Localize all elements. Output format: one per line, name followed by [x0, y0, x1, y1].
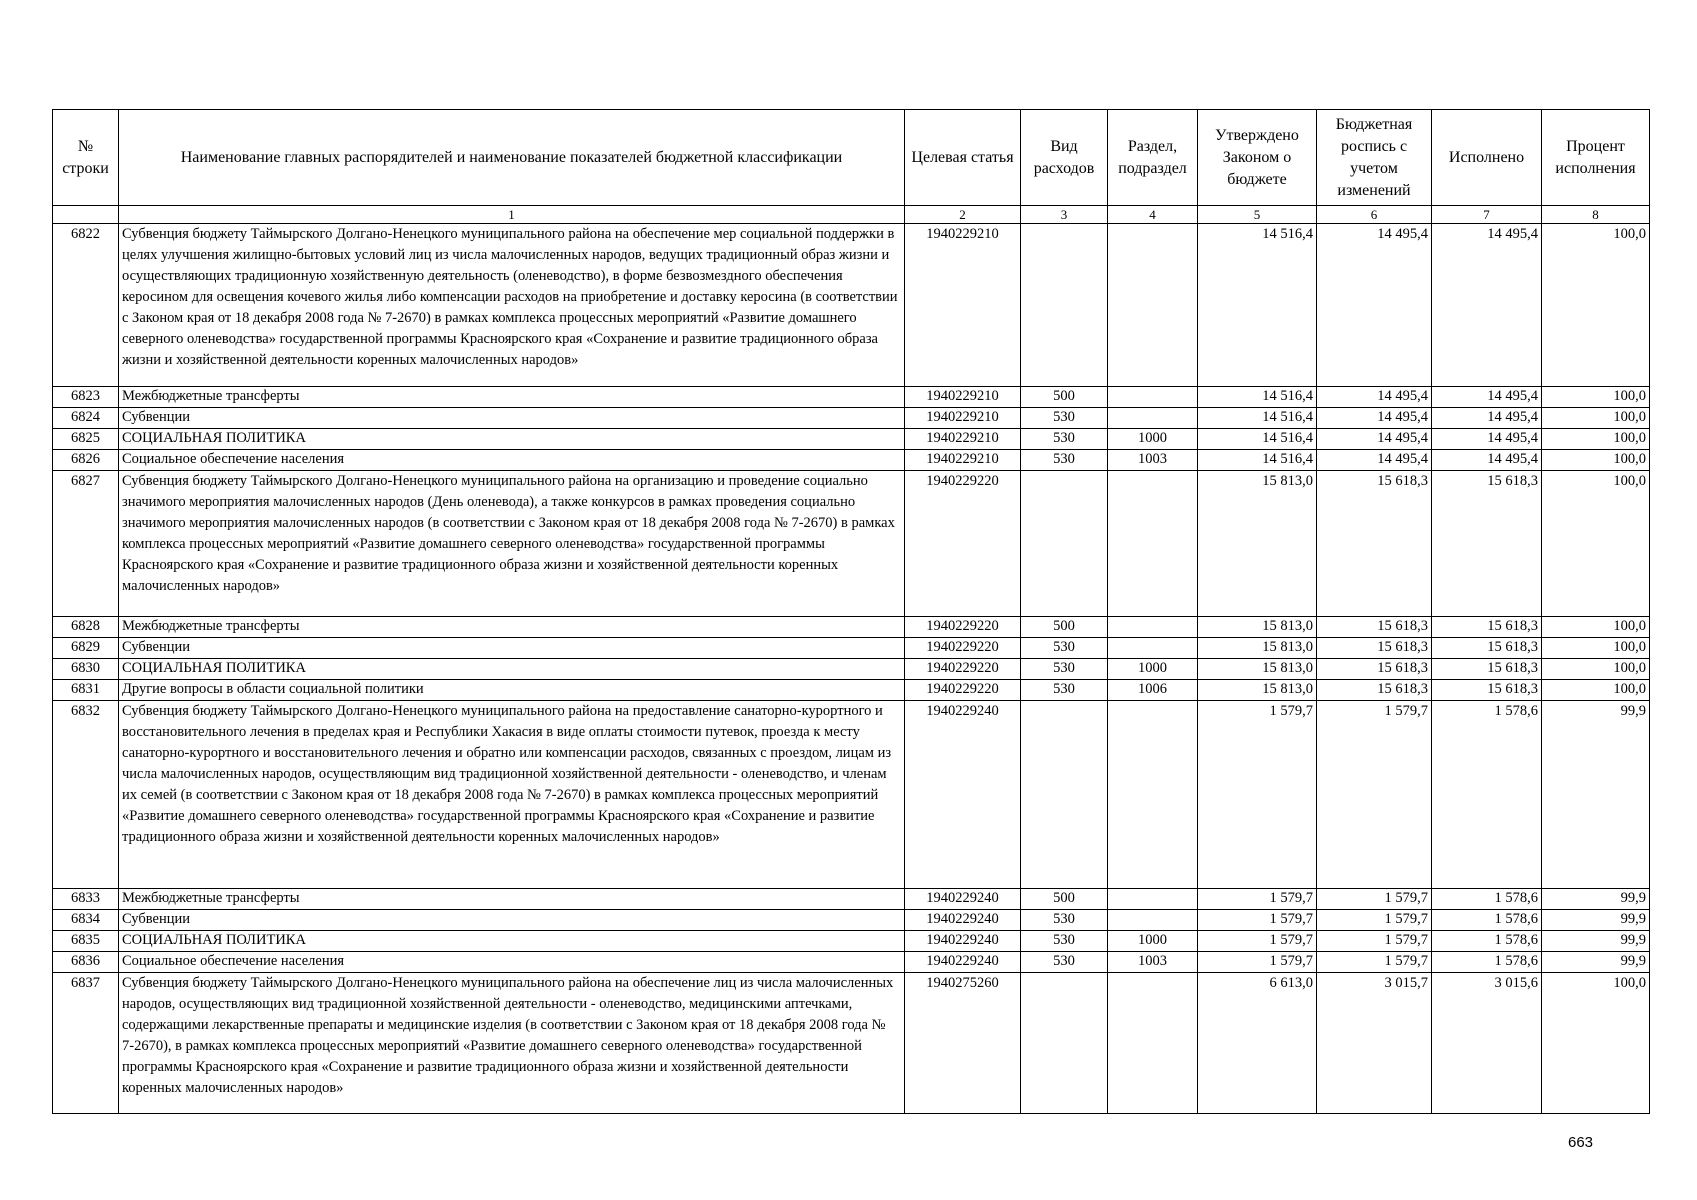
row-expense-type: 530	[1021, 931, 1108, 952]
row-expense-type: 530	[1021, 680, 1108, 701]
row-budget-list: 14 495,4	[1317, 387, 1432, 408]
row-budget-list: 15 618,3	[1317, 638, 1432, 659]
row-number: 6829	[53, 638, 119, 659]
budget-execution-table	[52, 109, 1650, 1114]
row-budget-list: 3 015,7	[1317, 973, 1432, 1114]
row-executed: 14 495,4	[1432, 408, 1542, 429]
row-section	[1108, 889, 1198, 910]
row-percent: 99,9	[1542, 952, 1650, 973]
row-executed: 14 495,4	[1432, 224, 1542, 387]
row-executed: 15 618,3	[1432, 471, 1542, 617]
row-number: 6831	[53, 680, 119, 701]
row-section: 1000	[1108, 429, 1198, 450]
row-percent: 100,0	[1542, 387, 1650, 408]
row-budget-list: 14 495,4	[1317, 429, 1432, 450]
row-approved: 6 613,0	[1198, 973, 1317, 1114]
row-section: 1003	[1108, 450, 1198, 471]
row-budget-list: 1 579,7	[1317, 889, 1432, 910]
row-name: СОЦИАЛЬНАЯ ПОЛИТИКА	[119, 429, 905, 450]
row-expense-type: 530	[1021, 450, 1108, 471]
row-budget-list: 1 579,7	[1317, 701, 1432, 889]
row-name: Межбюджетные трансферты	[119, 889, 905, 910]
page-number: 663	[1568, 1134, 1594, 1151]
row-number: 6834	[53, 910, 119, 931]
row-approved: 15 813,0	[1198, 659, 1317, 680]
row-executed: 1 578,6	[1432, 701, 1542, 889]
row-executed: 1 578,6	[1432, 931, 1542, 952]
row-approved: 15 813,0	[1198, 638, 1317, 659]
row-expense-type: 530	[1021, 408, 1108, 429]
row-executed: 1 578,6	[1432, 889, 1542, 910]
row-approved: 14 516,4	[1198, 429, 1317, 450]
table-row	[53, 429, 1650, 450]
row-section	[1108, 617, 1198, 638]
row-executed: 1 578,6	[1432, 910, 1542, 931]
row-expense-type: 530	[1021, 429, 1108, 450]
row-percent: 100,0	[1542, 659, 1650, 680]
row-budget-list: 14 495,4	[1317, 224, 1432, 387]
row-target-article: 1940229210	[905, 387, 1021, 408]
row-section	[1108, 224, 1198, 387]
table-row	[53, 387, 1650, 408]
table-row	[53, 701, 1650, 889]
row-expense-type: 500	[1021, 387, 1108, 408]
row-target-article: 1940229210	[905, 224, 1021, 387]
row-number: 6822	[53, 224, 119, 387]
row-percent: 100,0	[1542, 224, 1650, 387]
row-target-article: 1940229240	[905, 931, 1021, 952]
row-percent: 99,9	[1542, 910, 1650, 931]
row-percent: 99,9	[1542, 701, 1650, 889]
row-name: Субвенция бюджету Таймырского Долгано-Ненецкого муниципального района на обеспечение лиц из числа малочисленных народов, осуществляющих вид традиционной хозяйственной деятельности - оленеводство, медицинскими аптечками, содержащими лекарственные препараты и медицинские изделия (в соответствии с Законом края от 18 декабря 2008 года № 7-2670), в рамках комплекса процессных мероприятий «Развитие домашнего северного оленеводства» государственной программы Красноярского края «Сохранение и развитие традиционного образа жизни и хозяйственной деятельности коренных малочисленных народов»	[119, 973, 905, 1114]
header-percent: Процент исполнения	[1542, 110, 1650, 206]
row-percent: 100,0	[1542, 680, 1650, 701]
row-approved: 14 516,4	[1198, 224, 1317, 387]
row-target-article: 1940229240	[905, 952, 1021, 973]
table-row	[53, 224, 1650, 387]
column-number-empty	[53, 206, 119, 224]
row-target-article: 1940229240	[905, 910, 1021, 931]
row-section	[1108, 471, 1198, 617]
row-number: 6827	[53, 471, 119, 617]
row-number: 6828	[53, 617, 119, 638]
row-number: 6833	[53, 889, 119, 910]
row-approved: 15 813,0	[1198, 617, 1317, 638]
row-percent: 100,0	[1542, 617, 1650, 638]
column-number: 3	[1021, 206, 1108, 224]
row-name: Субвенции	[119, 408, 905, 429]
row-target-article: 1940229220	[905, 680, 1021, 701]
row-section: 1000	[1108, 659, 1198, 680]
row-budget-list: 14 495,4	[1317, 408, 1432, 429]
row-target-article: 1940229220	[905, 659, 1021, 680]
row-target-article: 1940229210	[905, 429, 1021, 450]
row-section: 1006	[1108, 680, 1198, 701]
column-number: 4	[1108, 206, 1198, 224]
table-row	[53, 471, 1650, 617]
row-number: 6825	[53, 429, 119, 450]
table-row	[53, 617, 1650, 638]
row-budget-list: 15 618,3	[1317, 471, 1432, 617]
row-target-article: 1940229220	[905, 638, 1021, 659]
row-expense-type	[1021, 224, 1108, 387]
row-section	[1108, 387, 1198, 408]
row-name: Межбюджетные трансферты	[119, 387, 905, 408]
row-approved: 14 516,4	[1198, 450, 1317, 471]
row-percent: 100,0	[1542, 471, 1650, 617]
row-expense-type: 500	[1021, 889, 1108, 910]
row-percent: 99,9	[1542, 931, 1650, 952]
header-target-article: Целевая статья	[905, 110, 1021, 206]
row-name: Межбюджетные трансферты	[119, 617, 905, 638]
row-name: СОЦИАЛЬНАЯ ПОЛИТИКА	[119, 931, 905, 952]
row-expense-type: 530	[1021, 952, 1108, 973]
row-section	[1108, 973, 1198, 1114]
table-row	[53, 889, 1650, 910]
row-expense-type: 530	[1021, 910, 1108, 931]
header-row-no: № строки	[53, 110, 119, 206]
row-section	[1108, 701, 1198, 889]
row-target-article: 1940229210	[905, 450, 1021, 471]
table-row	[53, 408, 1650, 429]
row-target-article: 1940229240	[905, 889, 1021, 910]
row-executed: 14 495,4	[1432, 387, 1542, 408]
row-budget-list: 15 618,3	[1317, 680, 1432, 701]
table-body	[53, 224, 1650, 1114]
row-budget-list: 1 579,7	[1317, 931, 1432, 952]
row-expense-type: 500	[1021, 617, 1108, 638]
column-number: 5	[1198, 206, 1317, 224]
row-budget-list: 15 618,3	[1317, 659, 1432, 680]
table-row	[53, 450, 1650, 471]
header-budget-list: Бюджетная роспись с учетом изменений	[1317, 110, 1432, 206]
row-approved: 14 516,4	[1198, 387, 1317, 408]
row-number: 6836	[53, 952, 119, 973]
row-budget-list: 15 618,3	[1317, 617, 1432, 638]
row-expense-type	[1021, 701, 1108, 889]
row-percent: 100,0	[1542, 450, 1650, 471]
row-expense-type: 530	[1021, 638, 1108, 659]
row-budget-list: 14 495,4	[1317, 450, 1432, 471]
row-name: Другие вопросы в области социальной политики	[119, 680, 905, 701]
row-executed: 1 578,6	[1432, 952, 1542, 973]
row-executed: 14 495,4	[1432, 429, 1542, 450]
row-name: Субвенции	[119, 910, 905, 931]
column-number: 2	[905, 206, 1021, 224]
row-section: 1003	[1108, 952, 1198, 973]
table-row	[53, 931, 1650, 952]
row-percent: 100,0	[1542, 638, 1650, 659]
table-row	[53, 910, 1650, 931]
column-number: 7	[1432, 206, 1542, 224]
header-name: Наименование главных распорядителей и наименование показателей бюджетной классификации	[119, 110, 905, 206]
row-executed: 3 015,6	[1432, 973, 1542, 1114]
row-percent: 100,0	[1542, 973, 1650, 1114]
row-number: 6832	[53, 701, 119, 889]
row-name: Субвенции	[119, 638, 905, 659]
column-number: 1	[119, 206, 905, 224]
row-name: Субвенция бюджету Таймырского Долгано-Ненецкого муниципального района на предоставление санаторно-курортного и восстановительного лечения в пределах края и Республики Хакасия в виде оплаты стоимости путевок, проезда к месту санаторно-курортного и восстановительного лечения и обратно или компенсации расходов, связанных с проездом, лицам из числа малочисленных народов, осуществляющим вид традиционной хозяйственной деятельности - оленеводство, и членам их семей (в соответствии с Законом края от 18 декабря 2008 года № 7-2670) в рамках комплекса процессных мероприятий «Развитие домашнего северного оленеводства» государственной программы Красноярского края «Сохранение и развитие традиционного образа жизни и хозяйственной деятельности коренных малочисленных народов»	[119, 701, 905, 889]
row-name: Субвенция бюджету Таймырского Долгано-Ненецкого муниципального района на обеспечение мер социальной поддержки в целях улучшения жилищно-бытовых условий лиц из числа малочисленных народов, ведущих традиционный образ жизни и осуществляющих традиционную хозяйственную деятельность (оленеводство), в форме безвозмездного обеспечения керосином для освещения кочевого жилья либо компенсации расходов на приобретение и доставку керосина (в соответствии с Законом края от 18 декабря 2008 года № 7-2670) в рамках комплекса процессных мероприятий «Развитие домашнего северного оленеводства» государственной программы Красноярского края «Сохранение и развитие традиционного образа жизни и хозяйственной деятельности коренных малочисленных народов»	[119, 224, 905, 387]
row-executed: 14 495,4	[1432, 450, 1542, 471]
table-row	[53, 952, 1650, 973]
row-number: 6830	[53, 659, 119, 680]
row-budget-list: 1 579,7	[1317, 952, 1432, 973]
row-target-article: 1940229210	[905, 408, 1021, 429]
row-name: Социальное обеспечение населения	[119, 450, 905, 471]
column-number-row	[53, 206, 1650, 224]
row-target-article: 1940275260	[905, 973, 1021, 1114]
row-executed: 15 618,3	[1432, 659, 1542, 680]
row-target-article: 1940229220	[905, 471, 1021, 617]
header-executed: Исполнено	[1432, 110, 1542, 206]
row-percent: 100,0	[1542, 408, 1650, 429]
row-section	[1108, 408, 1198, 429]
row-executed: 15 618,3	[1432, 617, 1542, 638]
row-target-article: 1940229220	[905, 617, 1021, 638]
row-target-article: 1940229240	[905, 701, 1021, 889]
row-number: 6837	[53, 973, 119, 1114]
row-name: Социальное обеспечение населения	[119, 952, 905, 973]
header-expense-type: Вид расходов	[1021, 110, 1108, 206]
table-row	[53, 638, 1650, 659]
row-number: 6835	[53, 931, 119, 952]
row-section	[1108, 638, 1198, 659]
column-number: 8	[1542, 206, 1650, 224]
table-row	[53, 659, 1650, 680]
row-number: 6823	[53, 387, 119, 408]
row-number: 6826	[53, 450, 119, 471]
row-approved: 1 579,7	[1198, 910, 1317, 931]
header-approved: Утверждено Законом о бюджете	[1198, 110, 1317, 206]
row-name: СОЦИАЛЬНАЯ ПОЛИТИКА	[119, 659, 905, 680]
row-approved: 1 579,7	[1198, 952, 1317, 973]
header-section: Раздел, подраздел	[1108, 110, 1198, 206]
row-percent: 99,9	[1542, 889, 1650, 910]
row-approved: 15 813,0	[1198, 680, 1317, 701]
row-section	[1108, 910, 1198, 931]
row-budget-list: 1 579,7	[1317, 910, 1432, 931]
row-approved: 14 516,4	[1198, 408, 1317, 429]
row-approved: 1 579,7	[1198, 931, 1317, 952]
row-expense-type: 530	[1021, 659, 1108, 680]
row-approved: 1 579,7	[1198, 701, 1317, 889]
row-name: Субвенция бюджету Таймырского Долгано-Ненецкого муниципального района на организацию и проведение социально значимого мероприятия малочисленных народов (День оленевода), а также конкурсов в рамках проведения социально значимого мероприятия малочисленных народов (в соответствии с Законом края от 18 декабря 2008 года № 7-2670) в рамках комплекса процессных мероприятий «Развитие домашнего северного оленеводства» государственной программы Красноярского края «Сохранение и развитие традиционного образа жизни и хозяйственной деятельности коренных малочисленных народов»	[119, 471, 905, 617]
row-expense-type	[1021, 471, 1108, 617]
row-number: 6824	[53, 408, 119, 429]
row-section: 1000	[1108, 931, 1198, 952]
row-executed: 15 618,3	[1432, 638, 1542, 659]
table-header-row	[53, 110, 1650, 206]
row-executed: 15 618,3	[1432, 680, 1542, 701]
table-row	[53, 973, 1650, 1114]
row-expense-type	[1021, 973, 1108, 1114]
column-number: 6	[1317, 206, 1432, 224]
row-percent: 100,0	[1542, 429, 1650, 450]
row-approved: 15 813,0	[1198, 471, 1317, 617]
row-approved: 1 579,7	[1198, 889, 1317, 910]
table-row	[53, 680, 1650, 701]
